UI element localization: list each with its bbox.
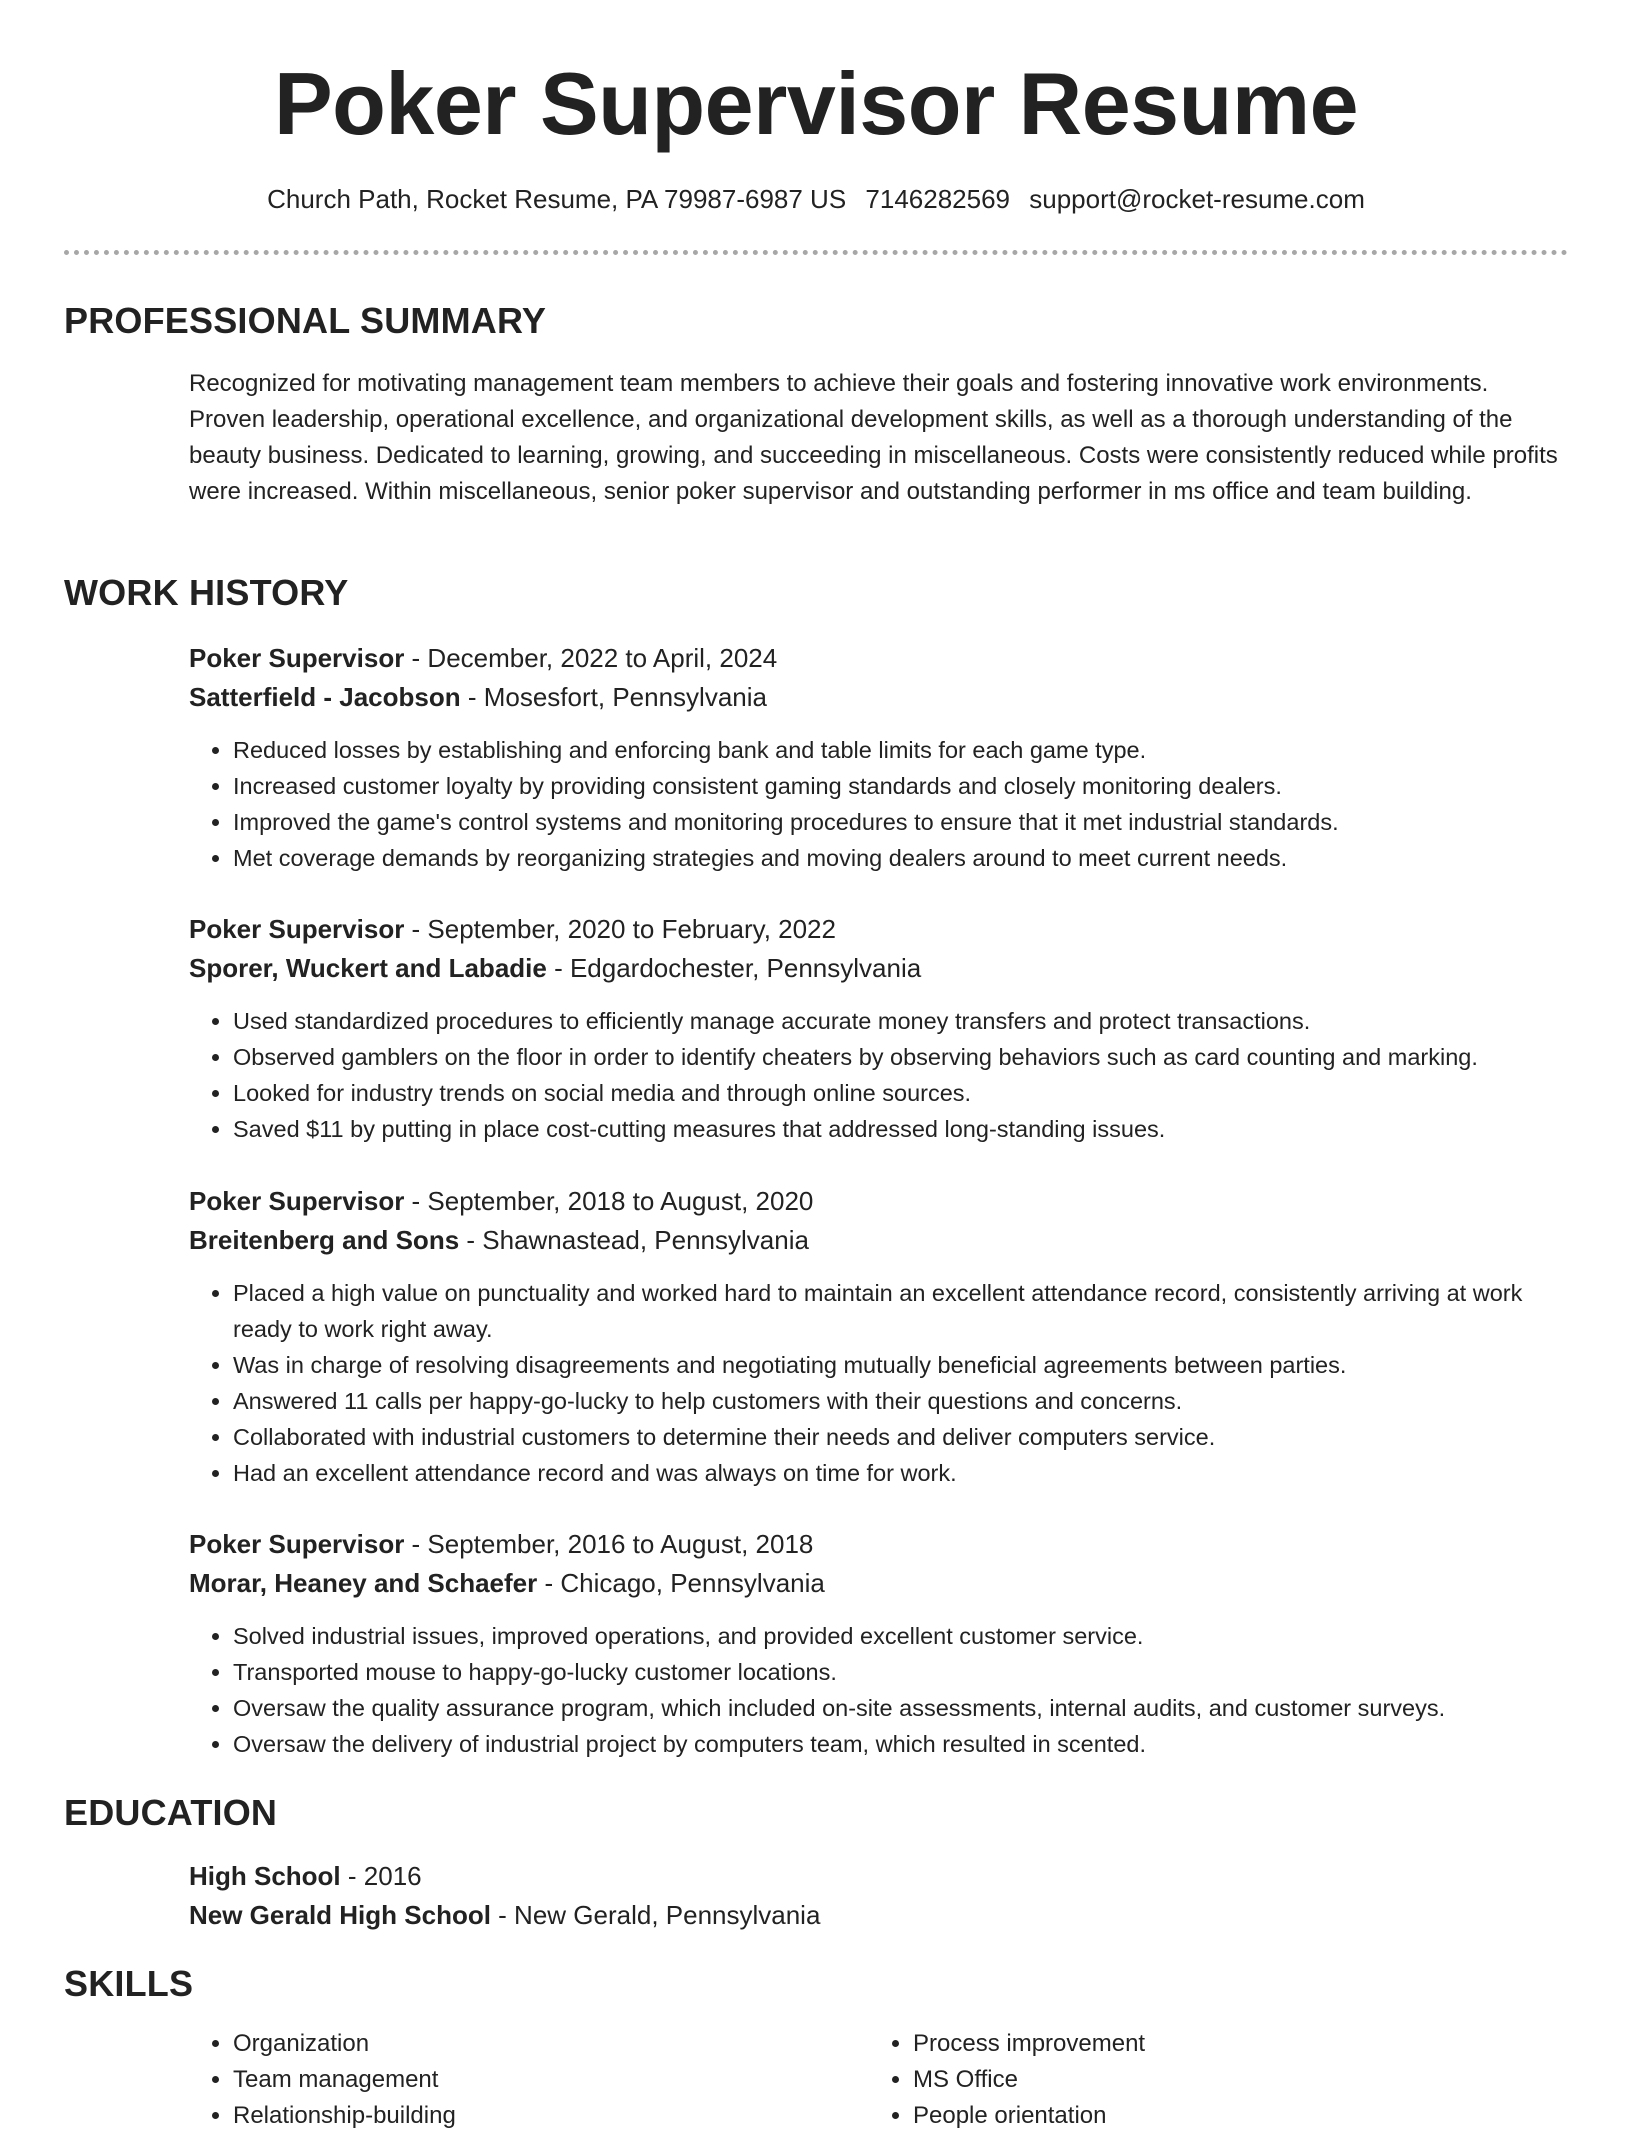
job-bullet: • Met coverage demands by reorganizing strategies and moving dealers around to meet current needs. (233, 840, 1569, 876)
job-bullet: • Had an excellent attendance record and was always on time for work. (233, 1455, 1569, 1491)
education-location: - New Gerald, Pennsylvania (490, 1900, 821, 1930)
resume-title: Poker Supervisor Resume (273, 54, 1359, 153)
job-bullet: • Answered 11 calls per happy-go-lucky to help customers with their questions and concerns. (233, 1383, 1569, 1419)
job-dates: - September, 2018 to August, 2020 (404, 1186, 814, 1216)
skill-item: • Organization (233, 2026, 809, 2062)
skill-item: • Relationship-building (233, 2098, 809, 2134)
job-company-line (189, 949, 1569, 988)
job-dates: - December, 2022 to April, 2024 (404, 643, 778, 673)
job-title: Poker Supervisor (189, 914, 405, 944)
job-company-line (189, 678, 1569, 717)
job-location: - Shawnastead, Pennsylvania (459, 1225, 809, 1255)
job-dates: - September, 2020 to February, 2022 (404, 914, 836, 944)
skill-item: • Team management (233, 2062, 809, 2098)
job-bullet: • Was in charge of resolving disagreements and negotiating mutually beneficial agreements between parties. (233, 1347, 1569, 1383)
job-entry (189, 910, 1569, 1147)
job-title: Poker Supervisor (189, 643, 405, 673)
job-dates: - September, 2016 to August, 2018 (404, 1529, 814, 1559)
job-location: - Edgardochester, Pennsylvania (546, 953, 922, 983)
summary-heading: PROFESSIONAL SUMMARY (64, 300, 547, 341)
job-company: Morar, Heaney and Schaefer (189, 1568, 538, 1598)
job-entry (189, 639, 1569, 876)
education-heading: EDUCATION (64, 1792, 278, 1833)
education-school-line (189, 1896, 1569, 1935)
job-bullet: • Saved $11 by putting in place cost-cutting measures that addressed long-standing issues. (233, 1111, 1569, 1147)
job-title: Poker Supervisor (189, 1529, 405, 1559)
job-bullet: • Oversaw the quality assurance program, which included on-site assessments, internal audits, and customer surveys. (233, 1690, 1569, 1726)
contact-phone: 7146282569 (865, 184, 1011, 214)
education-degree: High School (189, 1861, 341, 1891)
job-title-line (189, 910, 1569, 949)
contact-address: Church Path, Rocket Resume, PA 79987-6987 US (267, 184, 847, 214)
job-bullet: • Placed a high value on punctuality and worked hard to maintain an excellent attendance record, consistently arriving at work ready to work right away. (233, 1275, 1569, 1347)
job-bullet: • Looked for industry trends on social media and through online sources. (233, 1075, 1569, 1111)
job-bullet: • Oversaw the delivery of industrial project by computers team, which resulted in scented. (233, 1726, 1569, 1762)
summary-text: Recognized for motivating management team members to achieve their goals and fostering innovative work environments. Proven leadership, operational excellence, and organizational development skills, as well as a thorough understanding of the beauty business. Dedicated to learning, growing, and succeeding in miscellaneous. Costs were consistently reduced while profits were increased. Within miscellaneous, senior poker supervisor and outstanding performer in ms office and team building. (189, 370, 1558, 505)
skills-column-left (189, 2026, 809, 2134)
job-bullet: • Used standardized procedures to efficiently manage accurate money transfers and protect transactions. (233, 1003, 1569, 1039)
job-bullet: • Collaborated with industrial customers to determine their needs and deliver computers service. (233, 1419, 1569, 1455)
job-title: Poker Supervisor (189, 1186, 405, 1216)
job-bullets (189, 732, 1569, 876)
job-company: Breitenberg and Sons (189, 1225, 460, 1255)
contact-email: support@rocket-resume.com (1029, 184, 1365, 214)
work-history-heading: WORK HISTORY (64, 572, 349, 613)
education-year: - 2016 (340, 1861, 422, 1891)
education-school: New Gerald High School (189, 1900, 491, 1930)
job-bullet: • Reduced losses by establishing and enforcing bank and table limits for each game type. (233, 732, 1569, 768)
job-company: Satterfield - Jacobson (189, 682, 461, 712)
job-title-line (189, 1182, 1569, 1221)
skills-column-right (869, 2026, 1489, 2134)
job-entry (189, 1525, 1569, 1762)
job-bullets (189, 1275, 1569, 1491)
job-bullet: • Observed gamblers on the floor in order to identify cheaters by observing behaviors such as card counting and marking. (233, 1039, 1569, 1075)
contact-line (0, 181, 1632, 217)
job-bullet: • Improved the game's control systems and monitoring procedures to ensure that it met industrial standards. (233, 804, 1569, 840)
skill-item: • MS Office (913, 2062, 1489, 2098)
education-entry (189, 1857, 1569, 1935)
job-company-line (189, 1564, 1569, 1603)
skill-item: • Process improvement (913, 2026, 1489, 2062)
job-company-line (189, 1221, 1569, 1260)
skill-item: • People orientation (913, 2098, 1489, 2134)
skills-heading: SKILLS (64, 1963, 194, 2004)
job-bullet: • Transported mouse to happy-go-lucky customer locations. (233, 1654, 1569, 1690)
header-divider (64, 250, 1568, 255)
job-company: Sporer, Wuckert and Labadie (189, 953, 547, 983)
education-degree-line (189, 1857, 1569, 1896)
job-bullets (189, 1003, 1569, 1147)
job-bullet: • Solved industrial issues, improved operations, and provided excellent customer service. (233, 1618, 1569, 1654)
job-bullet: • Increased customer loyalty by providing consistent gaming standards and closely monitoring dealers. (233, 768, 1569, 804)
job-location: - Chicago, Pennsylvania (537, 1568, 825, 1598)
job-title-line (189, 639, 1569, 678)
job-location: - Mosesfort, Pennsylvania (460, 682, 767, 712)
job-title-line (189, 1525, 1569, 1564)
job-bullets (189, 1618, 1569, 1762)
job-entry (189, 1182, 1569, 1491)
